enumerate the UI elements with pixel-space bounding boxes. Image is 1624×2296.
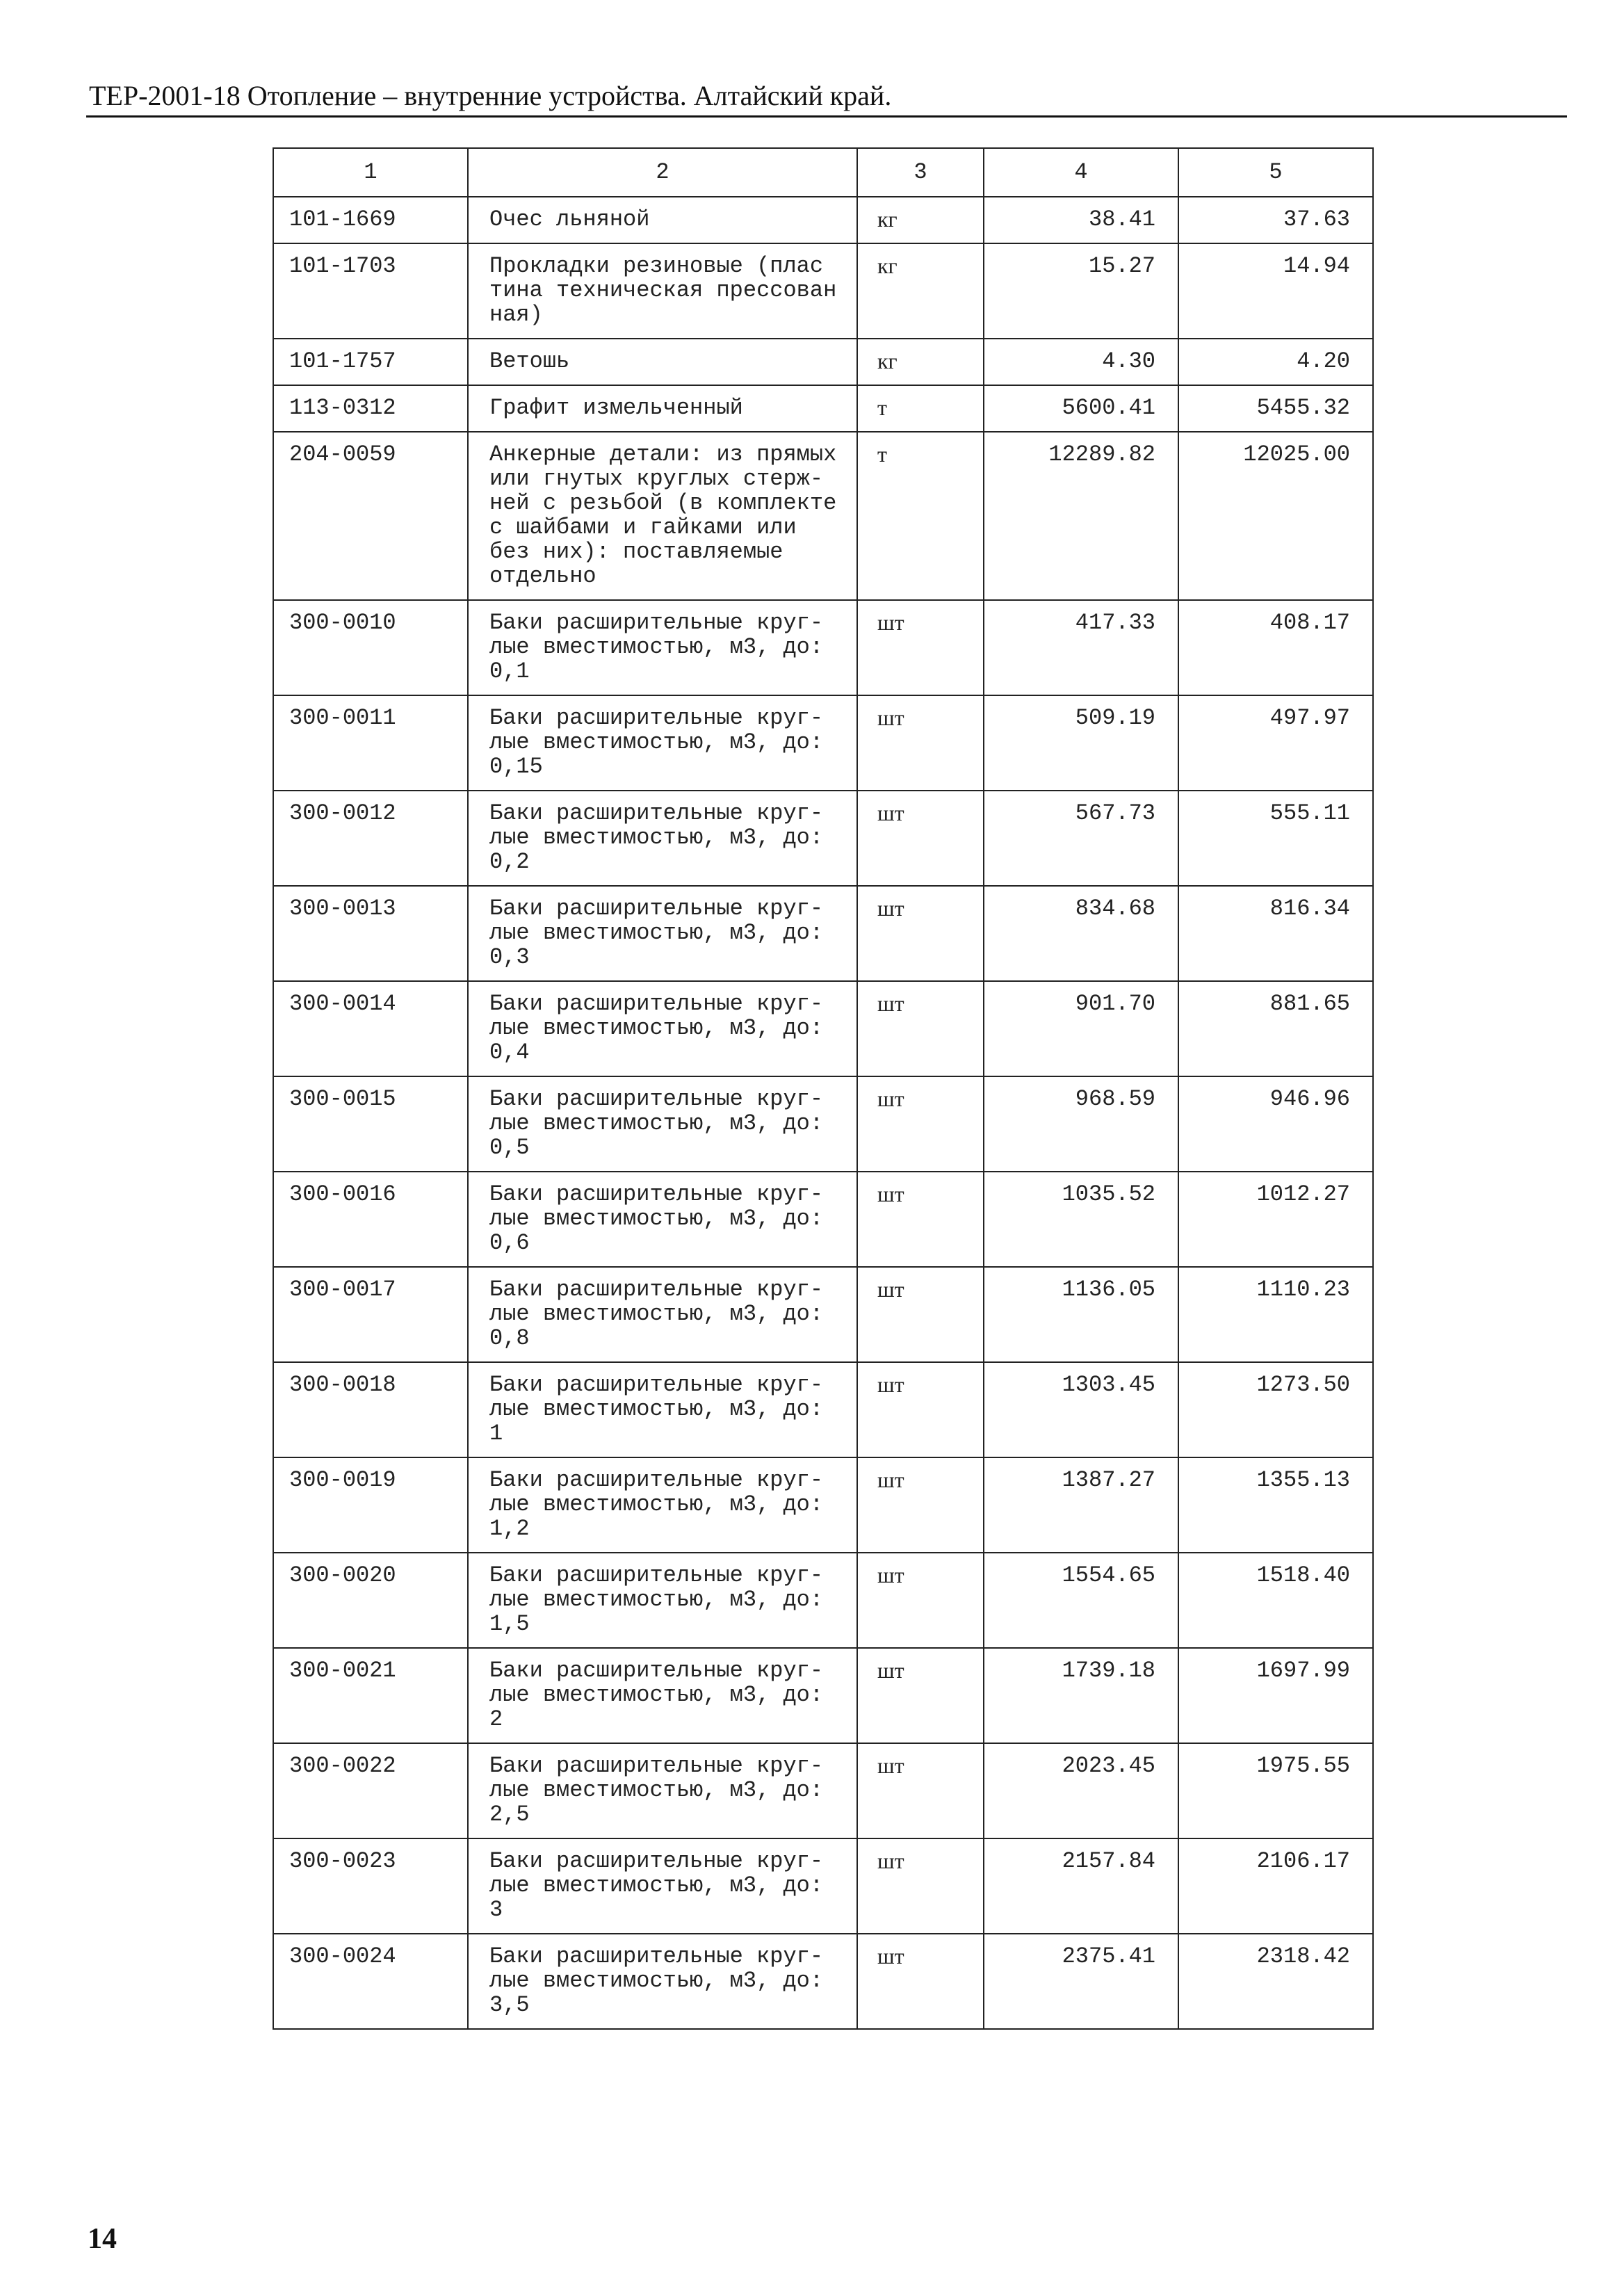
column-header: 5: [1178, 148, 1373, 197]
material-code: 300-0024: [273, 1934, 468, 2029]
price-column-5: 881.65: [1178, 981, 1373, 1076]
table-row: [273, 886, 1373, 981]
price-column-4: 968.59: [984, 1076, 1178, 1172]
unit-of-measure: шт: [857, 1076, 984, 1172]
unit-of-measure: шт: [857, 1172, 984, 1267]
table-row: [273, 243, 1373, 339]
table-row: [273, 385, 1373, 432]
price-column-4: 567.73: [984, 791, 1178, 886]
material-code: 300-0017: [273, 1267, 468, 1362]
price-column-5: 946.96: [1178, 1076, 1373, 1172]
price-column-4: 1739.18: [984, 1648, 1178, 1743]
material-name: Баки расширительные круг- лые вместимостью, м3, до: 0,4: [468, 981, 857, 1076]
price-column-4: 15.27: [984, 243, 1178, 339]
table-row: [273, 791, 1373, 886]
material-name: Баки расширительные круг- лые вместимостью, м3, до: 1,2: [468, 1457, 857, 1553]
material-code: 300-0010: [273, 600, 468, 695]
material-code: 300-0023: [273, 1838, 468, 1934]
running-header: ТЕР-2001-18 Отопление – внутренние устройства. Алтайский край.: [89, 80, 892, 111]
table-row: [273, 981, 1373, 1076]
material-code: 300-0022: [273, 1743, 468, 1838]
table-row: [273, 1362, 1373, 1457]
price-column-5: 2106.17: [1178, 1838, 1373, 1934]
price-column-4: 1035.52: [984, 1172, 1178, 1267]
price-column-4: 509.19: [984, 695, 1178, 791]
price-column-5: 1518.40: [1178, 1553, 1373, 1648]
material-code: 300-0020: [273, 1553, 468, 1648]
unit-of-measure: кг: [857, 339, 984, 385]
price-column-5: 1012.27: [1178, 1172, 1373, 1267]
price-column-4: 38.41: [984, 197, 1178, 243]
materials-price-table: [273, 147, 1374, 2030]
unit-of-measure: т: [857, 432, 984, 600]
unit-of-measure: шт: [857, 981, 984, 1076]
material-name: Прокладки резиновые (плас тина техническая прессован ная): [468, 243, 857, 339]
material-name: Баки расширительные круг- лые вместимостью, м3, до: 3: [468, 1838, 857, 1934]
price-column-4: 5600.41: [984, 385, 1178, 432]
header-rule: [86, 115, 1567, 118]
material-code: 300-0018: [273, 1362, 468, 1457]
material-code: 113-0312: [273, 385, 468, 432]
unit-of-measure: шт: [857, 1267, 984, 1362]
unit-of-measure: шт: [857, 1553, 984, 1648]
table-row: [273, 339, 1373, 385]
material-name: Ветошь: [468, 339, 857, 385]
material-code: 101-1757: [273, 339, 468, 385]
price-column-4: 1554.65: [984, 1553, 1178, 1648]
price-column-5: 816.34: [1178, 886, 1373, 981]
table-row: [273, 1934, 1373, 2029]
unit-of-measure: т: [857, 385, 984, 432]
material-name: Баки расширительные круг- лые вместимостью, м3, до: 1,5: [468, 1553, 857, 1648]
material-name: Баки расширительные круг- лые вместимостью, м3, до: 0,6: [468, 1172, 857, 1267]
price-column-4: 834.68: [984, 886, 1178, 981]
column-header: 1: [273, 148, 468, 197]
table-row: [273, 695, 1373, 791]
material-name: Очес льняной: [468, 197, 857, 243]
price-column-5: 1273.50: [1178, 1362, 1373, 1457]
unit-of-measure: шт: [857, 791, 984, 886]
table-row: [273, 1076, 1373, 1172]
price-column-5: 12025.00: [1178, 432, 1373, 600]
column-header: 4: [984, 148, 1178, 197]
price-column-4: 901.70: [984, 981, 1178, 1076]
unit-of-measure: шт: [857, 1362, 984, 1457]
table-row: [273, 1553, 1373, 1648]
material-name: Баки расширительные круг- лые вместимостью, м3, до: 1: [468, 1362, 857, 1457]
material-code: 300-0021: [273, 1648, 468, 1743]
material-code: 300-0016: [273, 1172, 468, 1267]
table-row: [273, 1838, 1373, 1934]
column-header: 2: [468, 148, 857, 197]
column-number-row: [273, 148, 1373, 197]
material-name: Баки расширительные круг- лые вместимостью, м3, до: 0,5: [468, 1076, 857, 1172]
material-code: 101-1703: [273, 243, 468, 339]
material-code: 300-0015: [273, 1076, 468, 1172]
material-code: 101-1669: [273, 197, 468, 243]
unit-of-measure: шт: [857, 600, 984, 695]
unit-of-measure: шт: [857, 1743, 984, 1838]
material-code: 204-0059: [273, 432, 468, 600]
price-column-5: 14.94: [1178, 243, 1373, 339]
unit-of-measure: шт: [857, 1648, 984, 1743]
table-row: [273, 1457, 1373, 1553]
material-code: 300-0019: [273, 1457, 468, 1553]
table-row: [273, 1743, 1373, 1838]
material-name: Баки расширительные круг- лые вместимостью, м3, до: 0,1: [468, 600, 857, 695]
material-code: 300-0011: [273, 695, 468, 791]
price-column-5: 1975.55: [1178, 1743, 1373, 1838]
table-row: [273, 1267, 1373, 1362]
price-column-4: 2023.45: [984, 1743, 1178, 1838]
table-row: [273, 1648, 1373, 1743]
price-column-4: 1136.05: [984, 1267, 1178, 1362]
material-name: Баки расширительные круг- лые вместимостью, м3, до: 0,2: [468, 791, 857, 886]
price-column-5: 555.11: [1178, 791, 1373, 886]
page-number: 14: [88, 2223, 117, 2255]
price-column-4: 4.30: [984, 339, 1178, 385]
price-column-5: 1110.23: [1178, 1267, 1373, 1362]
price-column-5: 4.20: [1178, 339, 1373, 385]
price-column-4: 12289.82: [984, 432, 1178, 600]
price-column-4: 2375.41: [984, 1934, 1178, 2029]
material-name: Баки расширительные круг- лые вместимостью, м3, до: 3,5: [468, 1934, 857, 2029]
material-name: Баки расширительные круг- лые вместимостью, м3, до: 2,5: [468, 1743, 857, 1838]
column-header: 3: [857, 148, 984, 197]
material-code: 300-0013: [273, 886, 468, 981]
price-column-5: 1355.13: [1178, 1457, 1373, 1553]
price-column-4: 1303.45: [984, 1362, 1178, 1457]
unit-of-measure: шт: [857, 1457, 984, 1553]
material-code: 300-0014: [273, 981, 468, 1076]
table-row: [273, 197, 1373, 243]
material-code: 300-0012: [273, 791, 468, 886]
material-name: Баки расширительные круг- лые вместимостью, м3, до: 0,15: [468, 695, 857, 791]
material-name: Баки расширительные круг- лые вместимостью, м3, до: 2: [468, 1648, 857, 1743]
price-column-5: 1697.99: [1178, 1648, 1373, 1743]
price-column-4: 2157.84: [984, 1838, 1178, 1934]
price-column-4: 1387.27: [984, 1457, 1178, 1553]
table-row: [273, 432, 1373, 600]
table-header: [273, 148, 1373, 197]
price-column-5: 37.63: [1178, 197, 1373, 243]
unit-of-measure: шт: [857, 695, 984, 791]
material-name: Анкерные детали: из прямых или гнутых круглых стерж- ней с резьбой (в комплекте с шайбами и гайками или без них): поставляемые отдельно: [468, 432, 857, 600]
material-name: Графит измельченный: [468, 385, 857, 432]
table-row: [273, 1172, 1373, 1267]
table-row: [273, 600, 1373, 695]
price-column-5: 497.97: [1178, 695, 1373, 791]
price-column-5: 2318.42: [1178, 1934, 1373, 2029]
unit-of-measure: кг: [857, 197, 984, 243]
price-column-5: 5455.32: [1178, 385, 1373, 432]
price-column-5: 408.17: [1178, 600, 1373, 695]
unit-of-measure: кг: [857, 243, 984, 339]
price-column-4: 417.33: [984, 600, 1178, 695]
unit-of-measure: шт: [857, 1934, 984, 2029]
material-name: Баки расширительные круг- лые вместимостью, м3, до: 0,8: [468, 1267, 857, 1362]
unit-of-measure: шт: [857, 1838, 984, 1934]
unit-of-measure: шт: [857, 886, 984, 981]
table-body: [273, 197, 1373, 2029]
material-name: Баки расширительные круг- лые вместимостью, м3, до: 0,3: [468, 886, 857, 981]
